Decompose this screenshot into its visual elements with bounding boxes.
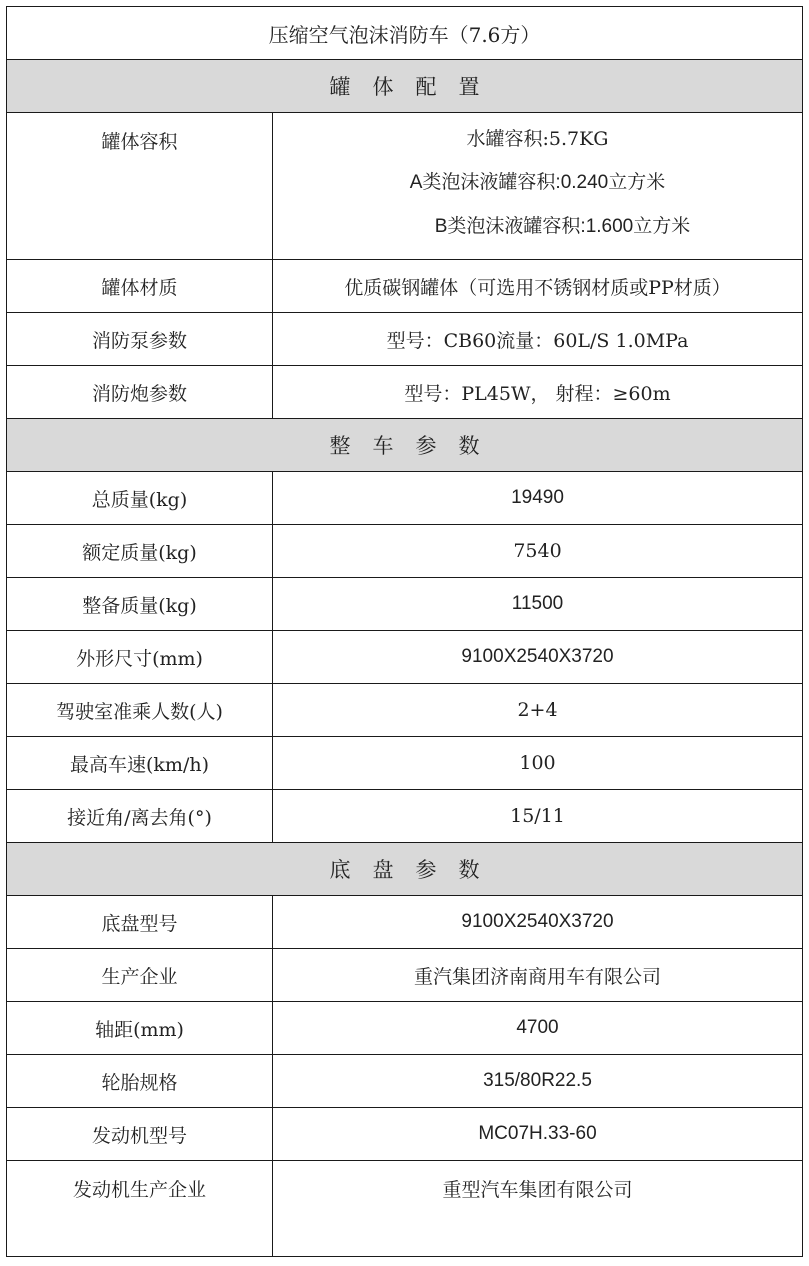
row-label: 发动机型号: [7, 1108, 273, 1161]
row-label: 发动机生产企业: [72, 1179, 206, 1201]
row-label: 底盘型号: [7, 896, 273, 949]
table-row: [7, 260, 803, 313]
row-value: 优质碳钢罐体（可选用不锈钢材质或PP材质）: [273, 260, 803, 313]
table-row: [7, 366, 803, 419]
row-value: 9100X2540X3720: [273, 631, 803, 684]
row-value: 重型汽车集团有限公司: [442, 1179, 633, 1201]
capacity-values: [273, 113, 802, 259]
section-header-tank: [7, 60, 803, 113]
row-label: 消防泵参数: [7, 313, 273, 366]
row-value: 型号：CB60流量：60L/S 1.0MPa: [273, 313, 803, 366]
foam-a-capacity: A类泡沫液罐容积:0.240立方米: [409, 172, 666, 193]
table-row: [7, 684, 803, 737]
row-value: 型号：PL45W， 射程：≥60m: [273, 366, 803, 419]
row-value: 9100X2540X3720: [273, 896, 803, 949]
row-value: 2+4: [273, 684, 803, 737]
row-value: 15/11: [273, 790, 803, 843]
table-row: [7, 1055, 803, 1108]
row-value: 11500: [273, 578, 803, 631]
row-label: 接近角/离去角(°): [7, 790, 273, 843]
row-label: 驾驶室准乘人数(人): [7, 684, 273, 737]
table-row: [7, 1108, 803, 1161]
row-value: 重汽集团济南商用车有限公司: [273, 949, 803, 1002]
section-title-chassis: 底盘参数: [329, 858, 502, 882]
table-title: 压缩空气泡沫消防车（7.6方）: [7, 7, 803, 60]
row-value: MC07H.33-60: [273, 1108, 803, 1161]
row-value: 315/80R22.5: [273, 1055, 803, 1108]
table-row: [7, 896, 803, 949]
row-value: 100: [273, 737, 803, 790]
table-row: [7, 578, 803, 631]
row-label: 消防炮参数: [7, 366, 273, 419]
foam-b-capacity: B类泡沫液罐容积:1.600立方米: [434, 216, 691, 237]
row-label: 轮胎规格: [7, 1055, 273, 1108]
row-label: 罐体材质: [7, 260, 273, 313]
table-row: [7, 113, 803, 260]
section-title-tank: 罐体配置: [329, 75, 502, 99]
title-row: [7, 7, 803, 60]
spec-sheet: [6, 6, 803, 1257]
row-label: 总质量(kg): [7, 472, 273, 525]
row-label: 额定质量(kg): [7, 525, 273, 578]
section-title-vehicle: 整车参数: [329, 434, 502, 458]
table-row: [7, 790, 803, 843]
table-row: [7, 1002, 803, 1055]
row-value: 19490: [273, 472, 803, 525]
table-row: [7, 737, 803, 790]
row-value: 7540: [273, 525, 803, 578]
table-row: [7, 313, 803, 366]
row-value: 4700: [273, 1002, 803, 1055]
table-row: [7, 525, 803, 578]
table-row: [7, 949, 803, 1002]
row-label: 整备质量(kg): [7, 578, 273, 631]
section-header-chassis: [7, 843, 803, 896]
row-label: 轴距(mm): [7, 1002, 273, 1055]
row-label: 生产企业: [7, 949, 273, 1002]
table-row: [7, 1161, 803, 1257]
row-label: 外形尺寸(mm): [7, 631, 273, 684]
table-row: [7, 472, 803, 525]
section-header-vehicle: [7, 419, 803, 472]
row-label: 罐体容积: [101, 131, 178, 153]
row-label: 最高车速(km/h): [7, 737, 273, 790]
table-row: [7, 631, 803, 684]
spec-table: [6, 6, 803, 1257]
water-tank-capacity: 水罐容积:5.7KG: [466, 128, 609, 150]
